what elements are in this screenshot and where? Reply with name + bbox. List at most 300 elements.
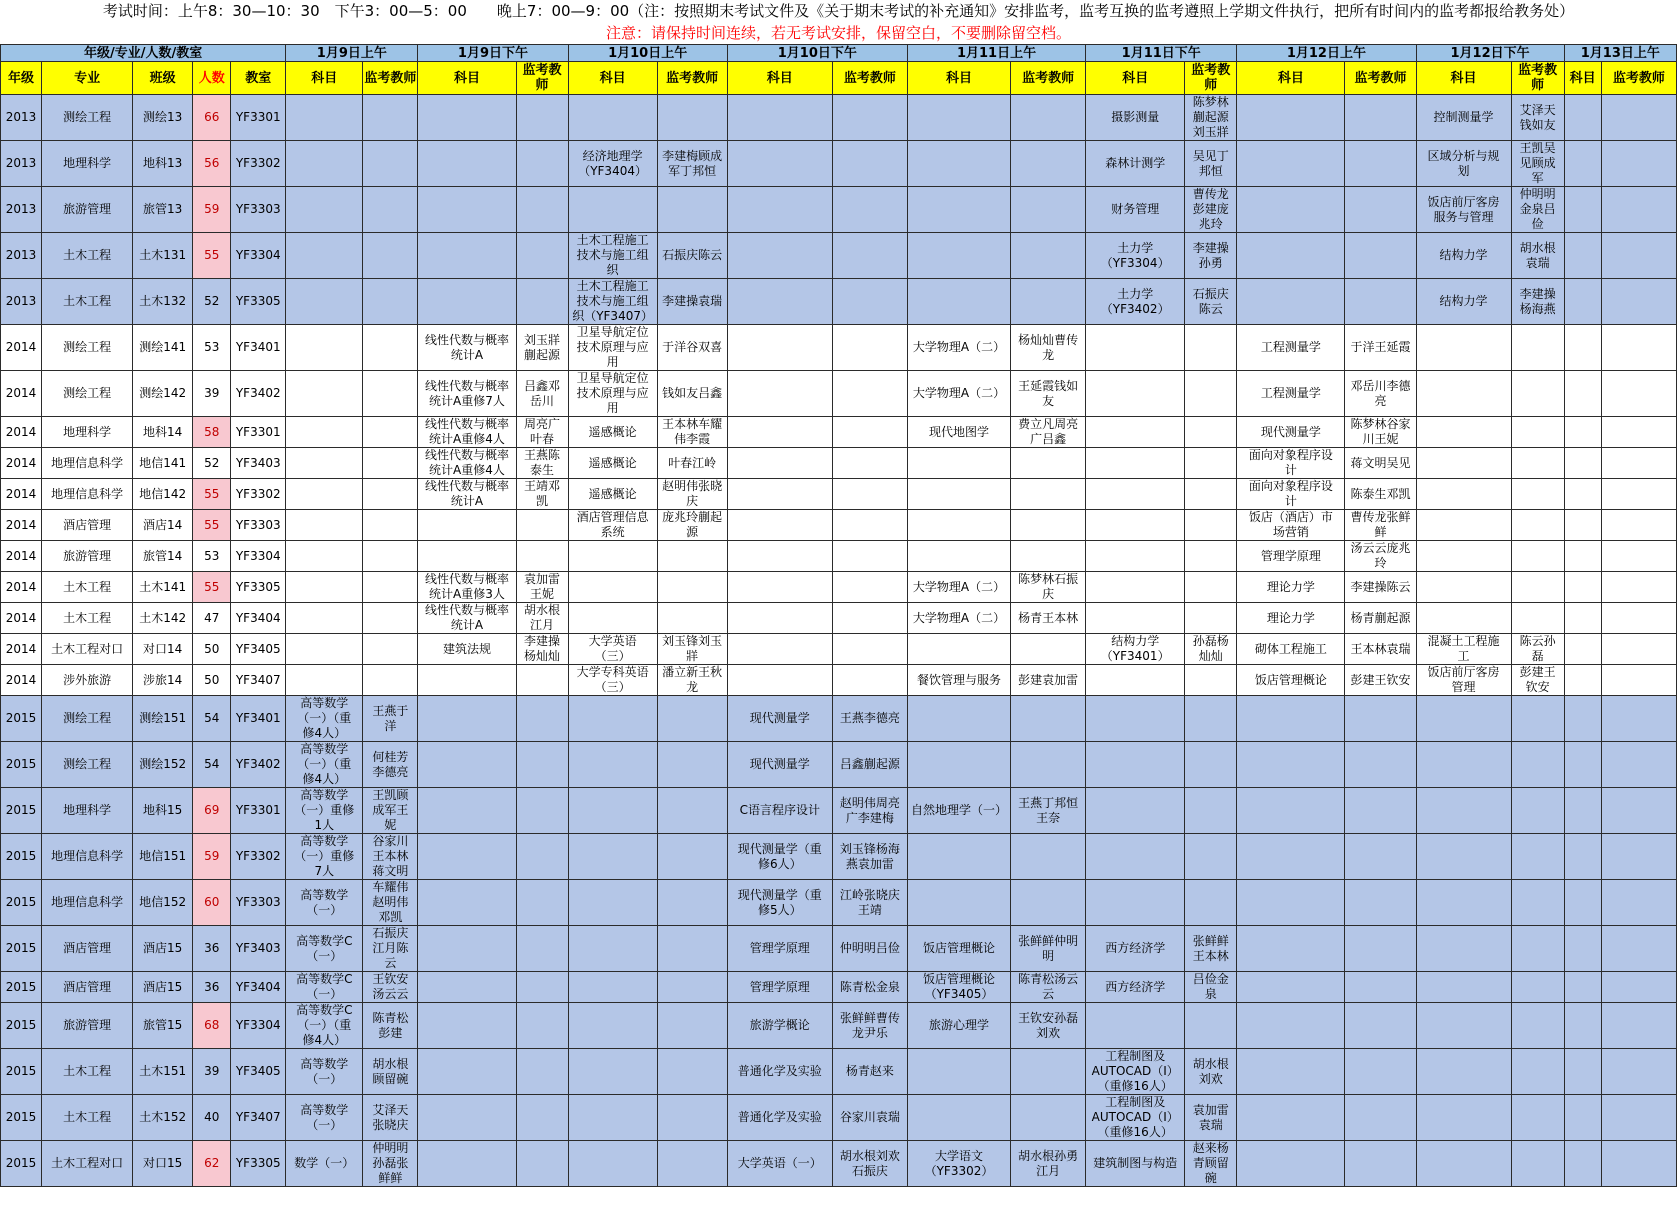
cell-subject: 高等数学 （一） xyxy=(286,880,363,926)
cell-subject: 饭店前厅客房 管理 xyxy=(1416,665,1511,696)
cell-proctor xyxy=(1601,665,1676,696)
cell-proctor xyxy=(1185,448,1237,479)
cell-subject xyxy=(1086,572,1185,603)
table-row xyxy=(1,448,1677,479)
date-header: 1月9日上午 xyxy=(286,45,418,62)
cell-count: 39 xyxy=(193,1049,231,1095)
cell-subject xyxy=(1564,1095,1601,1141)
cell-subject xyxy=(418,141,516,187)
header-major: 专业 xyxy=(42,62,133,95)
cell-subject xyxy=(1237,233,1345,279)
cell-subject xyxy=(1564,788,1601,834)
cell-proctor: 彭建袁加雷 xyxy=(1011,665,1086,696)
cell-count: 69 xyxy=(193,788,231,834)
table-row xyxy=(1,141,1677,187)
cell-subject: 土木工程施工 技术与施工组 织（YF3407） xyxy=(568,279,657,325)
cell-proctor xyxy=(1011,448,1086,479)
cell-subject xyxy=(907,141,1010,187)
cell-proctor: 杨青蒯起源 xyxy=(1345,603,1416,634)
cell-subject: 森林计测学 xyxy=(1086,141,1185,187)
cell-subject xyxy=(568,880,657,926)
cell-subject: 现代测量学 xyxy=(1237,417,1345,448)
cell-subject xyxy=(1086,510,1185,541)
cell-proctor xyxy=(832,187,907,233)
cell-major: 地理信息科学 xyxy=(42,448,133,479)
cell-subject xyxy=(1416,325,1511,371)
date-header: 1月10日上午 xyxy=(568,45,727,62)
cell-subject: 卫星导航定位 技术原理与应 用 xyxy=(568,325,657,371)
table-row xyxy=(1,788,1677,834)
cell-proctor xyxy=(657,696,727,742)
cell-proctor xyxy=(516,665,568,696)
cell-grade: 2015 xyxy=(1,834,42,880)
header-proctor: 监考教师 xyxy=(363,62,418,95)
cell-subject xyxy=(286,325,363,371)
cell-proctor xyxy=(657,742,727,788)
cell-subject xyxy=(1564,972,1601,1003)
cell-subject xyxy=(1564,510,1601,541)
cell-subject xyxy=(418,1095,516,1141)
cell-subject xyxy=(1416,541,1511,572)
cell-subject xyxy=(1416,479,1511,510)
cell-count: 55 xyxy=(193,510,231,541)
cell-subject xyxy=(907,1095,1010,1141)
cell-proctor xyxy=(1601,541,1676,572)
cell-subject: 线性代数与概率 统计A xyxy=(418,603,516,634)
cell-subject xyxy=(418,541,516,572)
header-proctor: 监考教师 xyxy=(1511,62,1564,95)
cell-proctor: 孙磊杨 灿灿 xyxy=(1185,634,1237,665)
cell-subject: 大学语文 （YF3302） xyxy=(907,1141,1010,1187)
header-subject: 科目 xyxy=(1416,62,1511,95)
cell-class: 测绘151 xyxy=(133,696,193,742)
cell-subject: 遥感概论 xyxy=(568,448,657,479)
cell-class: 土木141 xyxy=(133,572,193,603)
cell-proctor xyxy=(832,665,907,696)
cell-subject xyxy=(1086,541,1185,572)
cell-subject xyxy=(286,572,363,603)
cell-room: YF3305 xyxy=(231,279,286,325)
cell-proctor: 王钦安 汤云云 xyxy=(363,972,418,1003)
cell-proctor xyxy=(1511,541,1564,572)
cell-subject: 大学物理A（二） xyxy=(907,603,1010,634)
cell-proctor xyxy=(1185,788,1237,834)
cell-subject: 餐饮管理与服务 xyxy=(907,665,1010,696)
cell-subject xyxy=(907,187,1010,233)
cell-proctor: 王本林车耀 伟李霞 xyxy=(657,417,727,448)
cell-subject xyxy=(568,972,657,1003)
cell-subject xyxy=(1564,880,1601,926)
cell-proctor xyxy=(1011,1049,1086,1095)
cell-proctor xyxy=(1011,541,1086,572)
table-row xyxy=(1,926,1677,972)
cell-proctor xyxy=(1601,572,1676,603)
cell-subject: 控制测量学 xyxy=(1416,95,1511,141)
cell-major: 地理信息科学 xyxy=(42,834,133,880)
cell-proctor xyxy=(1011,279,1086,325)
cell-subject: 财务管理 xyxy=(1086,187,1185,233)
cell-proctor: 陈青松汤云 云 xyxy=(1011,972,1086,1003)
cell-room: YF3304 xyxy=(231,541,286,572)
cell-proctor xyxy=(363,572,418,603)
cell-subject xyxy=(1237,742,1345,788)
cell-subject xyxy=(1564,1049,1601,1095)
header-class: 班级 xyxy=(133,62,193,95)
cell-subject xyxy=(1086,325,1185,371)
cell-grade: 2014 xyxy=(1,371,42,417)
cell-proctor xyxy=(657,972,727,1003)
cell-subject xyxy=(727,634,832,665)
cell-proctor: 江岭张晓庆 王靖 xyxy=(832,880,907,926)
cell-proctor xyxy=(1011,634,1086,665)
cell-room: YF3405 xyxy=(231,1049,286,1095)
cell-proctor: 赵来杨 青顾留 碗 xyxy=(1185,1141,1237,1187)
cell-count: 58 xyxy=(193,417,231,448)
cell-proctor xyxy=(363,479,418,510)
cell-subject xyxy=(907,834,1010,880)
cell-subject xyxy=(727,510,832,541)
cell-subject xyxy=(1564,572,1601,603)
cell-subject xyxy=(1564,1003,1601,1049)
cell-grade: 2014 xyxy=(1,634,42,665)
cell-proctor xyxy=(1011,141,1086,187)
cell-major: 土木工程 xyxy=(42,572,133,603)
cell-proctor xyxy=(516,972,568,1003)
cell-proctor xyxy=(1601,1095,1676,1141)
cell-count: 59 xyxy=(193,187,231,233)
cell-grade: 2015 xyxy=(1,696,42,742)
cell-subject xyxy=(1416,1003,1511,1049)
cell-count: 52 xyxy=(193,279,231,325)
cell-proctor: 王本林袁瑞 xyxy=(1345,634,1416,665)
cell-subject xyxy=(568,742,657,788)
cell-proctor: 于洋谷双喜 xyxy=(657,325,727,371)
cell-subject xyxy=(1416,696,1511,742)
cell-subject: 自然地理学（一） xyxy=(907,788,1010,834)
cell-class: 地科14 xyxy=(133,417,193,448)
cell-subject xyxy=(568,1049,657,1095)
cell-subject xyxy=(568,95,657,141)
cell-proctor xyxy=(1345,279,1416,325)
cell-proctor xyxy=(1011,880,1086,926)
cell-proctor xyxy=(657,1049,727,1095)
cell-proctor xyxy=(363,279,418,325)
table-row xyxy=(1,279,1677,325)
cell-proctor: 陈云孙 磊 xyxy=(1511,634,1564,665)
cell-subject: 线性代数与概率 统计A xyxy=(418,479,516,510)
cell-major: 测绘工程 xyxy=(42,696,133,742)
table-row xyxy=(1,541,1677,572)
cell-subject xyxy=(418,742,516,788)
cell-proctor xyxy=(1511,788,1564,834)
cell-proctor xyxy=(1185,479,1237,510)
cell-room: YF3401 xyxy=(231,696,286,742)
cell-proctor: 胡水根 江月 xyxy=(516,603,568,634)
exam-time-banner: 考试时间：上午8：30—10：30 下午3：00—5：00 晚上7：00—9：00（注：按照期末考试文件及《关于期末考试的补充通知》安排监考，监考互换的监考遵照上学期文件执行，把所有时间内的监考都报给教务处） xyxy=(102,2,1575,20)
table-row xyxy=(1,95,1677,141)
cell-subject xyxy=(1086,448,1185,479)
cell-proctor xyxy=(516,696,568,742)
cell-subject xyxy=(1564,141,1601,187)
cell-proctor xyxy=(363,371,418,417)
cell-proctor xyxy=(1345,233,1416,279)
cell-proctor xyxy=(1345,926,1416,972)
cell-subject: 砌体工程施工 xyxy=(1237,634,1345,665)
cell-proctor xyxy=(1601,371,1676,417)
cell-count: 50 xyxy=(193,634,231,665)
cell-class: 酒店15 xyxy=(133,926,193,972)
cell-proctor: 谷家川袁瑞 xyxy=(832,1095,907,1141)
cell-proctor: 曹传龙张鲜 鲜 xyxy=(1345,510,1416,541)
cell-proctor xyxy=(1185,510,1237,541)
cell-proctor xyxy=(832,634,907,665)
cell-proctor xyxy=(363,325,418,371)
cell-proctor xyxy=(516,141,568,187)
cell-proctor xyxy=(1011,95,1086,141)
cell-count: 50 xyxy=(193,665,231,696)
cell-subject xyxy=(418,788,516,834)
cell-subject: 线性代数与概率 统计A重修4人 xyxy=(418,417,516,448)
cell-subject xyxy=(1237,788,1345,834)
cell-subject xyxy=(1564,187,1601,233)
cell-proctor xyxy=(657,1003,727,1049)
cell-subject xyxy=(1416,742,1511,788)
table-row xyxy=(1,1049,1677,1095)
cell-grade: 2014 xyxy=(1,448,42,479)
cell-proctor xyxy=(1601,1003,1676,1049)
header-subject: 科目 xyxy=(1086,62,1185,95)
cell-grade: 2014 xyxy=(1,479,42,510)
cell-subject xyxy=(907,279,1010,325)
cell-proctor: 陈泰生邓凯 xyxy=(1345,479,1416,510)
cell-proctor xyxy=(1511,742,1564,788)
cell-major: 土木工程 xyxy=(42,233,133,279)
cell-major: 测绘工程 xyxy=(42,742,133,788)
cell-room: YF3402 xyxy=(231,742,286,788)
cell-proctor: 石振庆陈云 xyxy=(657,233,727,279)
cell-proctor xyxy=(363,141,418,187)
cell-subject xyxy=(1564,95,1601,141)
cell-subject xyxy=(1086,788,1185,834)
cell-subject: 现代测量学（重 修6人） xyxy=(727,834,832,880)
cell-subject: 高等数学 （一）（重 修4人） xyxy=(286,742,363,788)
cell-subject xyxy=(1564,325,1601,371)
cell-subject xyxy=(286,510,363,541)
cell-proctor xyxy=(363,541,418,572)
cell-subject xyxy=(727,325,832,371)
cell-proctor xyxy=(832,141,907,187)
cell-class: 地信152 xyxy=(133,880,193,926)
cell-class: 土木151 xyxy=(133,1049,193,1095)
cell-subject xyxy=(727,279,832,325)
cell-subject: 现代测量学（重 修5人） xyxy=(727,880,832,926)
cell-class: 旅管14 xyxy=(133,541,193,572)
cell-proctor xyxy=(657,788,727,834)
cell-subject xyxy=(1416,972,1511,1003)
cell-proctor xyxy=(1011,696,1086,742)
cell-proctor xyxy=(657,880,727,926)
cell-subject xyxy=(727,665,832,696)
cell-room: YF3302 xyxy=(231,141,286,187)
cell-proctor: 邓岳川李德 亮 xyxy=(1345,371,1416,417)
cell-class: 酒店14 xyxy=(133,510,193,541)
cell-subject: 旅游心理学 xyxy=(907,1003,1010,1049)
cell-subject xyxy=(1416,603,1511,634)
cell-proctor xyxy=(832,325,907,371)
cell-proctor xyxy=(516,834,568,880)
cell-subject xyxy=(1086,371,1185,417)
cell-proctor xyxy=(1511,479,1564,510)
cell-subject: 大学专科英语 （三） xyxy=(568,665,657,696)
cell-proctor: 庞兆玲蒯起 源 xyxy=(657,510,727,541)
cell-proctor xyxy=(1601,141,1676,187)
cell-subject xyxy=(1564,371,1601,417)
cell-proctor xyxy=(516,510,568,541)
cell-class: 地信142 xyxy=(133,479,193,510)
cell-proctor: 李建梅顾成 军丁邦恒 xyxy=(657,141,727,187)
cell-major: 土木工程 xyxy=(42,1049,133,1095)
cell-room: YF3405 xyxy=(231,634,286,665)
date-header: 1月9日下午 xyxy=(418,45,568,62)
cell-proctor xyxy=(1601,233,1676,279)
column-header-row xyxy=(1,62,1677,95)
cell-major: 地理科学 xyxy=(42,141,133,187)
table-row xyxy=(1,665,1677,696)
cell-subject xyxy=(418,279,516,325)
cell-proctor xyxy=(1601,479,1676,510)
cell-grade: 2014 xyxy=(1,417,42,448)
cell-subject xyxy=(1416,788,1511,834)
header-subject: 科目 xyxy=(286,62,363,95)
cell-proctor: 潘立新王秋 龙 xyxy=(657,665,727,696)
cell-room: YF3304 xyxy=(231,233,286,279)
cell-proctor xyxy=(1345,1003,1416,1049)
cell-subject: 饭店管理概论 xyxy=(1237,665,1345,696)
cell-count: 62 xyxy=(193,1141,231,1187)
cell-major: 酒店管理 xyxy=(42,926,133,972)
cell-proctor: 车耀伟 赵明伟 邓凯 xyxy=(363,880,418,926)
cell-room: YF3407 xyxy=(231,1095,286,1141)
cell-subject: 摄影测量 xyxy=(1086,95,1185,141)
cell-subject xyxy=(1564,279,1601,325)
table-row xyxy=(1,742,1677,788)
cell-grade: 2014 xyxy=(1,572,42,603)
cell-proctor xyxy=(1511,880,1564,926)
cell-proctor: 艾泽天 钱如友 xyxy=(1511,95,1564,141)
cell-count: 54 xyxy=(193,742,231,788)
cell-subject xyxy=(1564,541,1601,572)
cell-subject: 线性代数与概率 统计A xyxy=(418,325,516,371)
cell-proctor: 仲明明 孙磊张 鲜鲜 xyxy=(363,1141,418,1187)
date-header: 1月13日上午 xyxy=(1564,45,1676,62)
cell-subject xyxy=(1086,696,1185,742)
cell-subject: 饭店管理概论 （YF3405） xyxy=(907,972,1010,1003)
cell-subject xyxy=(1237,696,1345,742)
cell-subject xyxy=(286,634,363,665)
cell-subject: 土力学 （YF3402） xyxy=(1086,279,1185,325)
cell-subject xyxy=(286,233,363,279)
cell-count: 59 xyxy=(193,834,231,880)
cell-grade: 2013 xyxy=(1,233,42,279)
cell-proctor: 张鲜鲜仲明 明 xyxy=(1011,926,1086,972)
cell-proctor: 谷家川 王本林 蒋文明 xyxy=(363,834,418,880)
cell-subject: 土木工程施工 技术与施工组 织 xyxy=(568,233,657,279)
cell-proctor xyxy=(516,926,568,972)
notice-banner: 注意：请保持时间连续，若无考试安排，保留空白，不要删除留空档。 xyxy=(605,24,1071,42)
cell-grade: 2014 xyxy=(1,665,42,696)
cell-proctor xyxy=(1601,279,1676,325)
cell-proctor: 王钦安孙磊 刘欢 xyxy=(1011,1003,1086,1049)
cell-subject: 结构力学 xyxy=(1416,233,1511,279)
cell-class: 土木152 xyxy=(133,1095,193,1141)
cell-proctor xyxy=(657,926,727,972)
cell-subject: 混凝土工程施 工 xyxy=(1416,634,1511,665)
table-row xyxy=(1,696,1677,742)
cell-proctor xyxy=(657,572,727,603)
cell-subject: 高等数学C （一） xyxy=(286,926,363,972)
cell-proctor xyxy=(1511,972,1564,1003)
cell-subject xyxy=(1086,603,1185,634)
cell-proctor: 李建操 杨海燕 xyxy=(1511,279,1564,325)
cell-subject: 高等数学 （一） xyxy=(286,1095,363,1141)
cell-subject xyxy=(1416,926,1511,972)
cell-proctor xyxy=(363,665,418,696)
cell-proctor xyxy=(1511,1141,1564,1187)
cell-count: 66 xyxy=(193,95,231,141)
cell-subject xyxy=(1086,1003,1185,1049)
cell-room: YF3301 xyxy=(231,95,286,141)
cell-proctor: 杨灿灿曹传 龙 xyxy=(1011,325,1086,371)
cell-proctor xyxy=(1011,479,1086,510)
cell-subject xyxy=(568,572,657,603)
cell-proctor: 张鲜鲜曹传 龙尹乐 xyxy=(832,1003,907,1049)
cell-proctor: 石振庆 陈云 xyxy=(1185,279,1237,325)
cell-proctor xyxy=(516,187,568,233)
cell-subject xyxy=(568,696,657,742)
cell-proctor xyxy=(1511,448,1564,479)
cell-subject: 工程制图及 AUTOCAD（Ⅰ） （重修16人） xyxy=(1086,1095,1185,1141)
cell-subject xyxy=(568,1095,657,1141)
cell-subject xyxy=(1237,95,1345,141)
cell-proctor xyxy=(516,1141,568,1187)
cell-subject xyxy=(1416,572,1511,603)
cell-count: 55 xyxy=(193,233,231,279)
cell-proctor: 刘玉锋刘玉 牂 xyxy=(657,634,727,665)
cell-subject: 高等数学C （一）（重 修4人） xyxy=(286,1003,363,1049)
cell-proctor: 杨青赵来 xyxy=(832,1049,907,1095)
cell-subject xyxy=(1237,1003,1345,1049)
cell-proctor xyxy=(516,880,568,926)
cell-subject: C语言程序设计 xyxy=(727,788,832,834)
cell-subject xyxy=(418,1141,516,1187)
cell-class: 对口15 xyxy=(133,1141,193,1187)
cell-grade: 2013 xyxy=(1,279,42,325)
cell-proctor xyxy=(1345,95,1416,141)
cell-subject xyxy=(1237,1095,1345,1141)
cell-proctor: 仲明明吕俭 xyxy=(832,926,907,972)
cell-subject: 饭店前厅客房 服务与管理 xyxy=(1416,187,1511,233)
cell-proctor: 王靖邓 凯 xyxy=(516,479,568,510)
cell-proctor: 胡水根孙勇 江月 xyxy=(1011,1141,1086,1187)
cell-subject xyxy=(907,233,1010,279)
cell-proctor: 胡水根 顾留碗 xyxy=(363,1049,418,1095)
cell-proctor: 吕鑫蒯起源 xyxy=(832,742,907,788)
cell-proctor xyxy=(1511,1003,1564,1049)
cell-proctor xyxy=(1185,417,1237,448)
cell-subject xyxy=(1416,1141,1511,1187)
header-count: 人数 xyxy=(193,62,231,95)
cell-proctor xyxy=(1185,371,1237,417)
